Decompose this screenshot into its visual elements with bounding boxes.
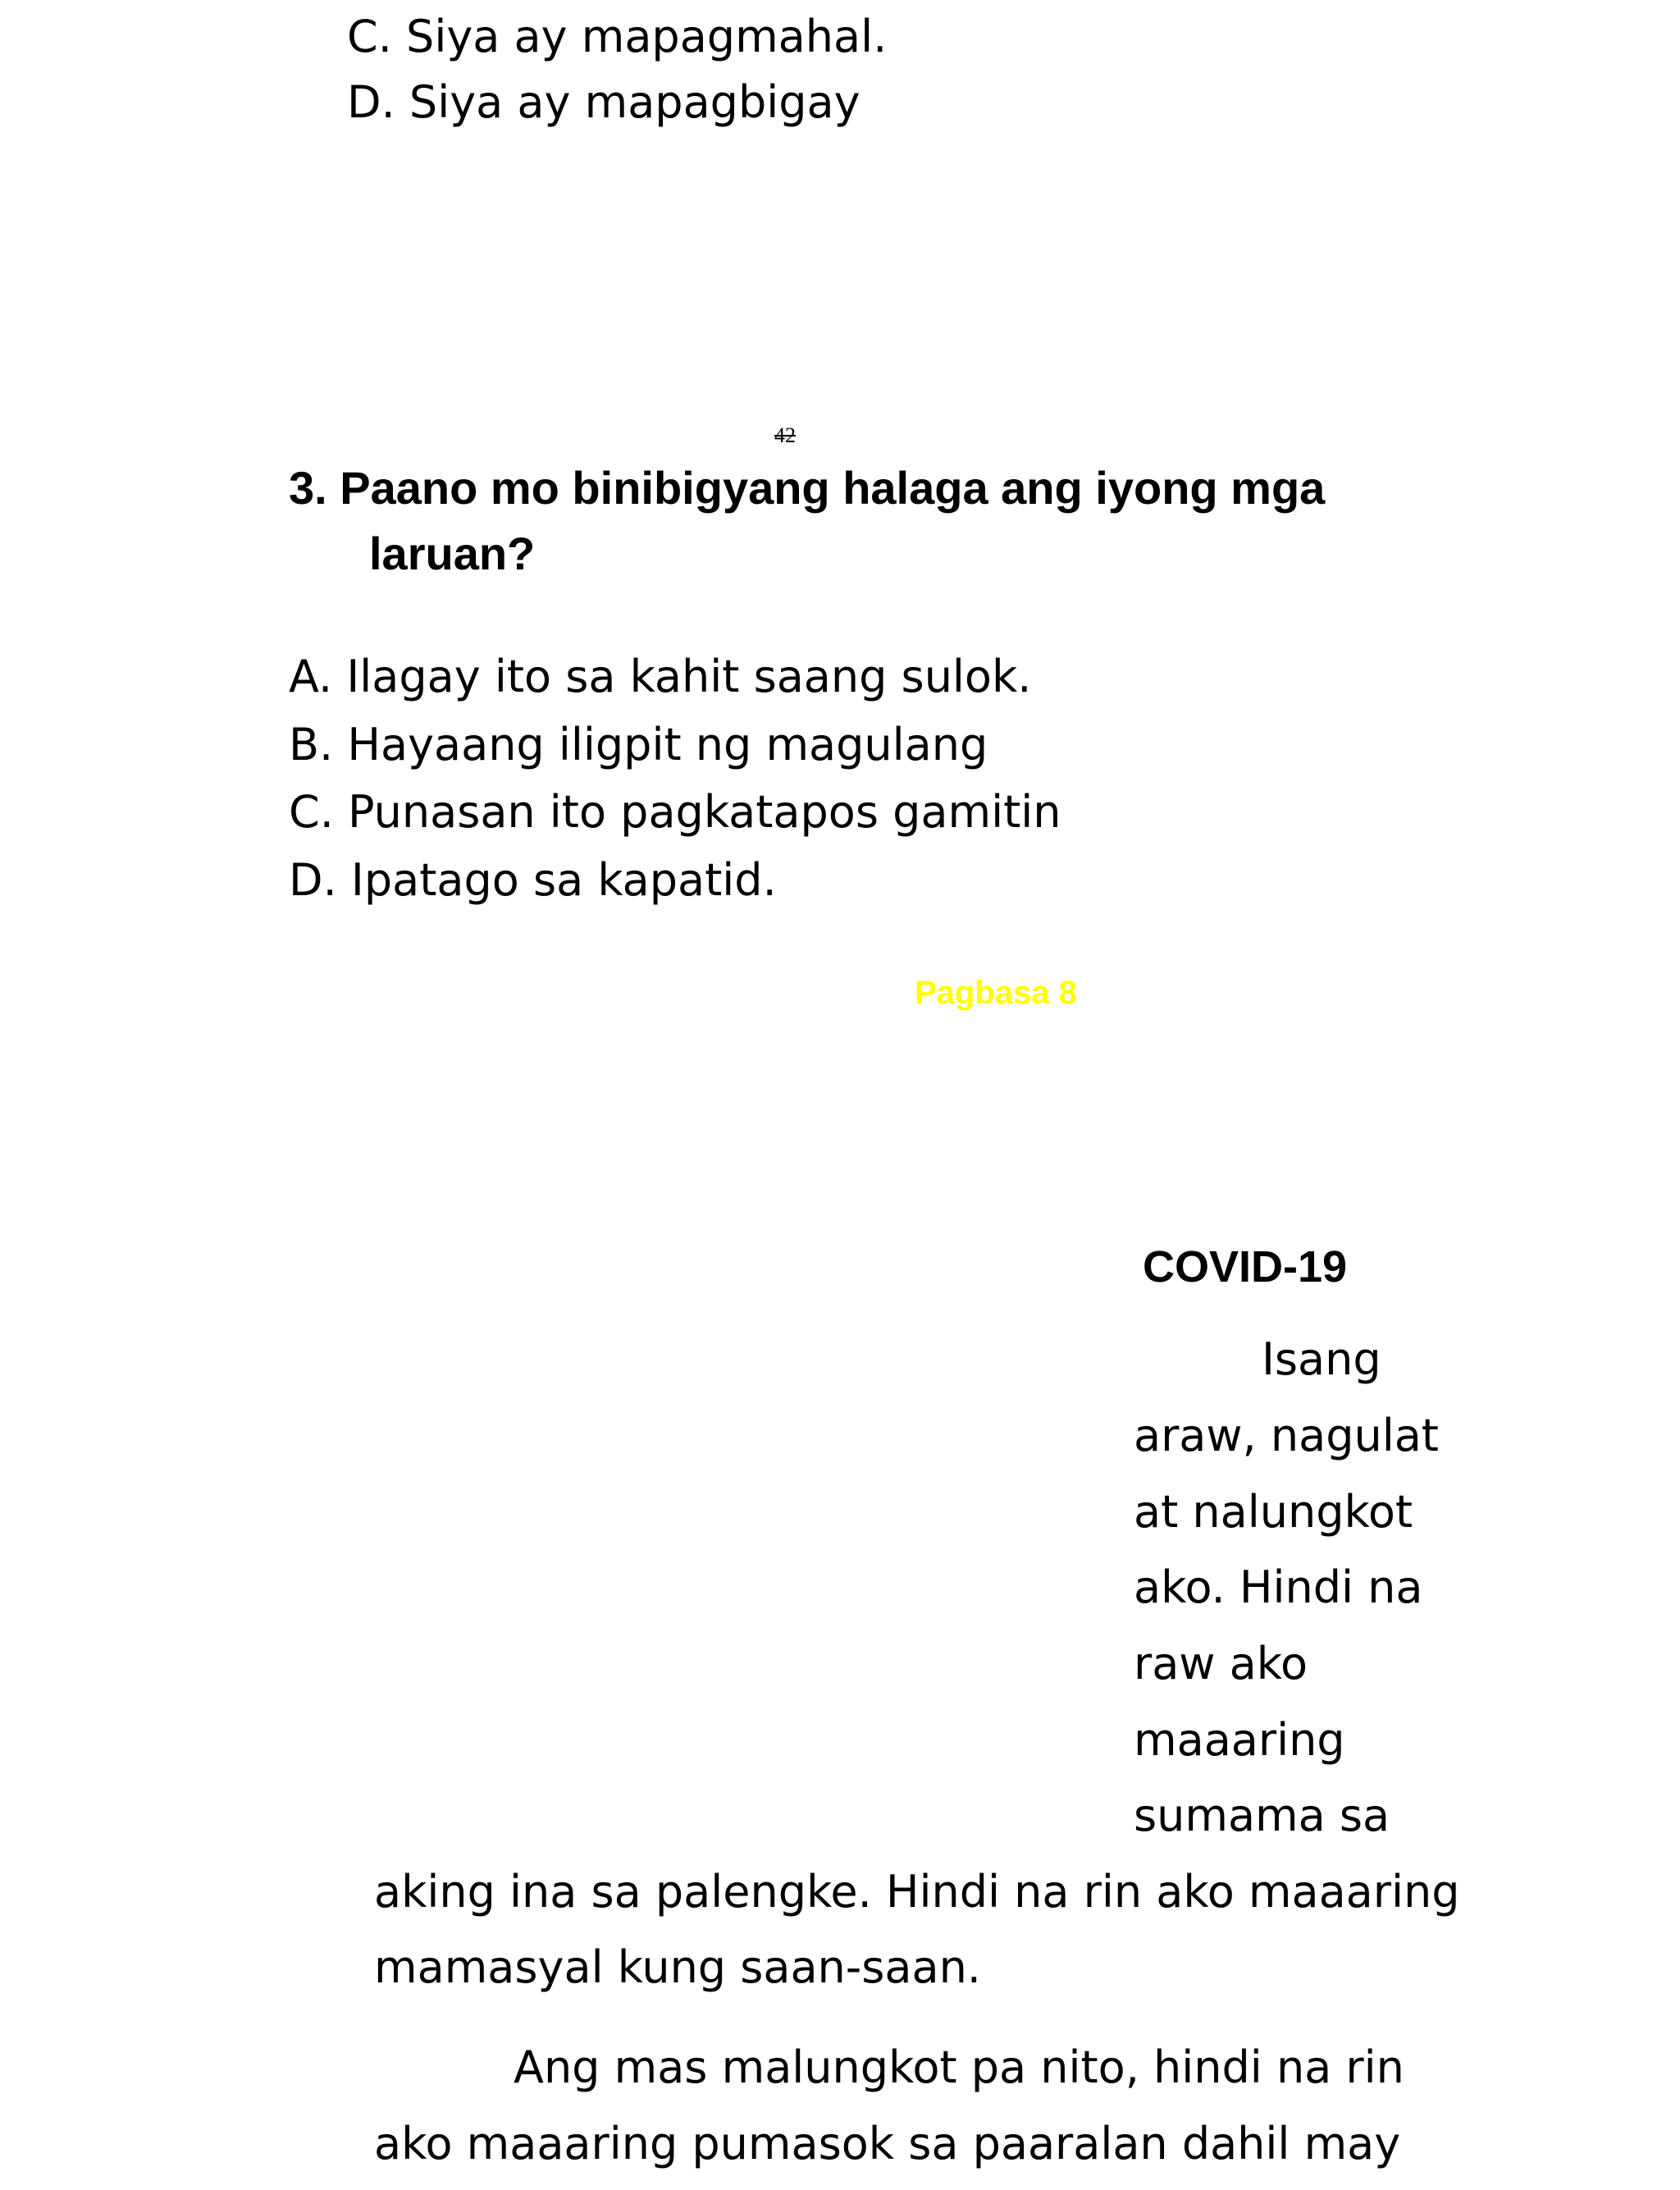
question-3-text-line-1: 3. Paano mo binibigyang halaga ang iyong mga bbox=[289, 462, 1326, 514]
question-3-choice-a: A. Ilagay ito sa kahit saang sulok. bbox=[289, 651, 1032, 702]
story-line: araw, nagulat bbox=[1134, 1410, 1439, 1461]
story-line: mamasyal kung saan-saan. bbox=[374, 1941, 981, 1993]
story-line: Ang mas malungkot pa nito, hindi na rin bbox=[514, 2041, 1404, 2093]
story-line: sumama sa bbox=[1134, 1790, 1390, 1841]
story-line: maaaring bbox=[1134, 1714, 1345, 1766]
question-3-choice-b: B. Hayaang iligpit ng magulang bbox=[289, 719, 988, 770]
story-line: raw ako bbox=[1134, 1638, 1308, 1689]
prev-choice-c: C. Siya ay mapagmahal. bbox=[347, 11, 888, 62]
story-line: ako. Hindi na bbox=[1134, 1561, 1423, 1613]
story-title: COVID-19 bbox=[1143, 1242, 1348, 1292]
prev-choice-d: D. Siya ay mapagbigay bbox=[347, 76, 861, 128]
story-line: Isang bbox=[1262, 1333, 1381, 1385]
story-line: ako maaaring pumasok sa paaralan dahil may bbox=[374, 2118, 1401, 2169]
question-3-text-line-2: laruan? bbox=[369, 528, 536, 579]
question-3-choice-c: C. Punasan ito pagkatapos gamitin bbox=[289, 786, 1061, 838]
story-line: at nalungkot bbox=[1134, 1486, 1413, 1538]
watermark-label: Pagbasa 8 bbox=[915, 975, 1077, 1011]
page-number: 42 bbox=[774, 423, 796, 447]
story-line: aking ina sa palengke. Hindi na rin ako maaaring bbox=[374, 1866, 1460, 1918]
question-3-choice-d: D. Ipatago sa kapatid. bbox=[289, 854, 777, 906]
